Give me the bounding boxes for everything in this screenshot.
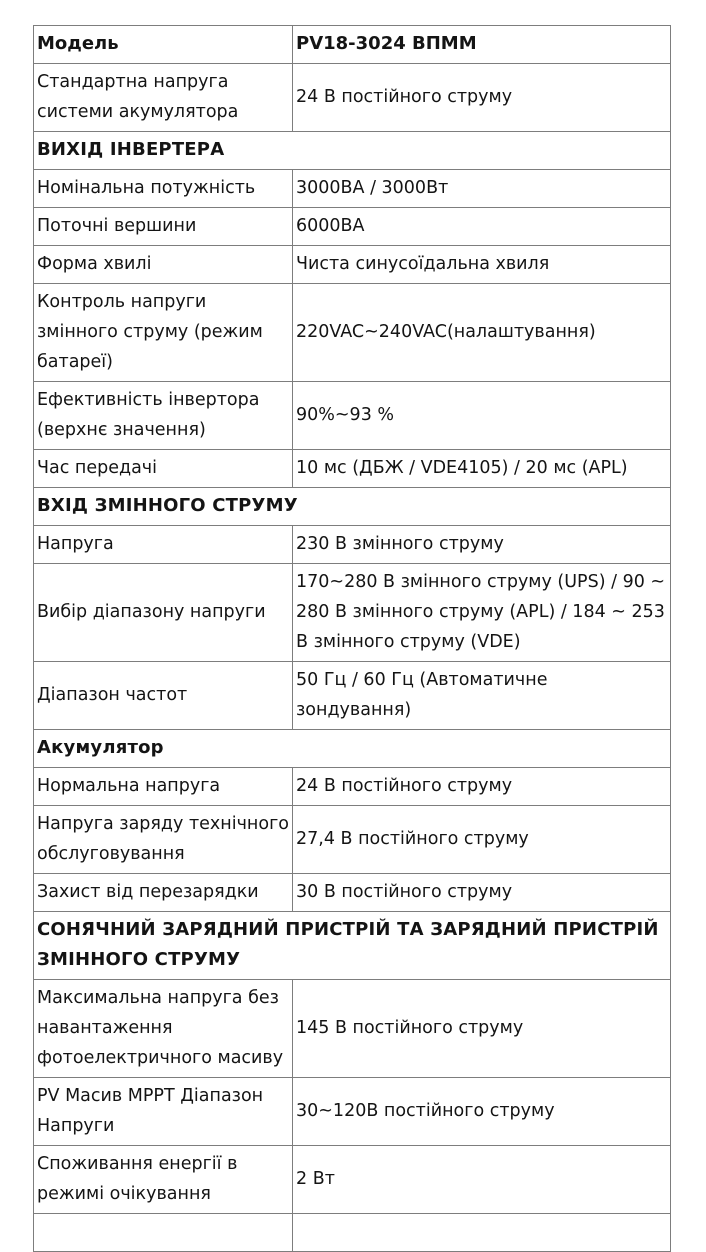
spec-label: Захист від перезарядки (34, 874, 293, 912)
table-row (34, 170, 671, 208)
spec-value: 6000ВА (293, 208, 671, 246)
spec-value: 230 В змінного струму (293, 526, 671, 564)
section-title: Акумулятор (34, 730, 671, 768)
spec-label: Діапазон частот (34, 662, 293, 730)
spec-label: Споживання енергії в режимі очікування (34, 1146, 293, 1214)
model-label: Модель (34, 26, 293, 64)
spec-value: 170~280 В змінного струму (UPS) / 90 ~ 280 В змінного струму (APL) / 184 ~ 253 В змінного струму (VDE) (293, 564, 671, 662)
table-row (34, 450, 671, 488)
table-row (34, 806, 671, 874)
spec-value: 145 В постійного струму (293, 980, 671, 1078)
spec-label: Напруга (34, 526, 293, 564)
table-row (34, 1078, 671, 1146)
table-row (34, 526, 671, 564)
table-row-model (34, 26, 671, 64)
spec-value: 2 Вт (293, 1146, 671, 1214)
spec-value: 90%~93 % (293, 382, 671, 450)
table-row (34, 662, 671, 730)
spec-value (293, 1214, 671, 1252)
spec-label: Форма хвилі (34, 246, 293, 284)
model-value: PV18-3024 ВПММ (293, 26, 671, 64)
table-row (34, 284, 671, 382)
spec-label: Максимальна напруга без навантаження фотоелектричного масиву (34, 980, 293, 1078)
table-row-cutoff (34, 1214, 671, 1252)
spec-value: 27,4 В постійного струму (293, 806, 671, 874)
table-row (34, 382, 671, 450)
section-title: СОНЯЧНИЙ ЗАРЯДНИЙ ПРИСТРІЙ ТА ЗАРЯДНИЙ ПРИСТРІЙ ЗМІННОГО СТРУМУ (34, 912, 671, 980)
spec-label: Номінальна потужність (34, 170, 293, 208)
spec-value: 10 мс (ДБЖ / VDE4105) / 20 мс (APL) (293, 450, 671, 488)
section-title: ВХІД ЗМІННОГО СТРУМУ (34, 488, 671, 526)
section-header-row (34, 132, 671, 170)
table-row (34, 64, 671, 132)
table-row (34, 874, 671, 912)
spec-value: 30 В постійного струму (293, 874, 671, 912)
spec-sheet (33, 25, 670, 1252)
spec-label: Вибір діапазону напруги (34, 564, 293, 662)
table-row (34, 768, 671, 806)
spec-label: Контроль напруги змінного струму (режим батареї) (34, 284, 293, 382)
table-row (34, 246, 671, 284)
spec-value: 24 В постійного струму (293, 64, 671, 132)
spec-label: Напруга заряду технічного обслуговування (34, 806, 293, 874)
spec-label: Поточні вершини (34, 208, 293, 246)
table-row (34, 1146, 671, 1214)
spec-label: PV Масив MPPT Діапазон Напруги (34, 1078, 293, 1146)
section-title: ВИХІД ІНВЕРТЕРА (34, 132, 671, 170)
spec-label: Нормальна напруга (34, 768, 293, 806)
table-row (34, 980, 671, 1078)
table-row (34, 208, 671, 246)
spec-value: 50 Гц / 60 Гц (Автоматичне зондування) (293, 662, 671, 730)
spec-label (34, 1214, 293, 1252)
spec-label: Ефективність інвертора (верхнє значення) (34, 382, 293, 450)
spec-value: Чиста синусоїдальна хвиля (293, 246, 671, 284)
spec-value: 30~120В постійного струму (293, 1078, 671, 1146)
spec-label: Час передачі (34, 450, 293, 488)
section-header-row (34, 730, 671, 768)
spec-table (33, 25, 671, 1252)
spec-value: 24 В постійного струму (293, 768, 671, 806)
table-row (34, 564, 671, 662)
section-header-row (34, 912, 671, 980)
spec-label: Стандартна напруга системи акумулятора (34, 64, 293, 132)
section-header-row (34, 488, 671, 526)
spec-value: 3000ВА / 3000Вт (293, 170, 671, 208)
spec-value: 220VAC~240VAC(налаштування) (293, 284, 671, 382)
